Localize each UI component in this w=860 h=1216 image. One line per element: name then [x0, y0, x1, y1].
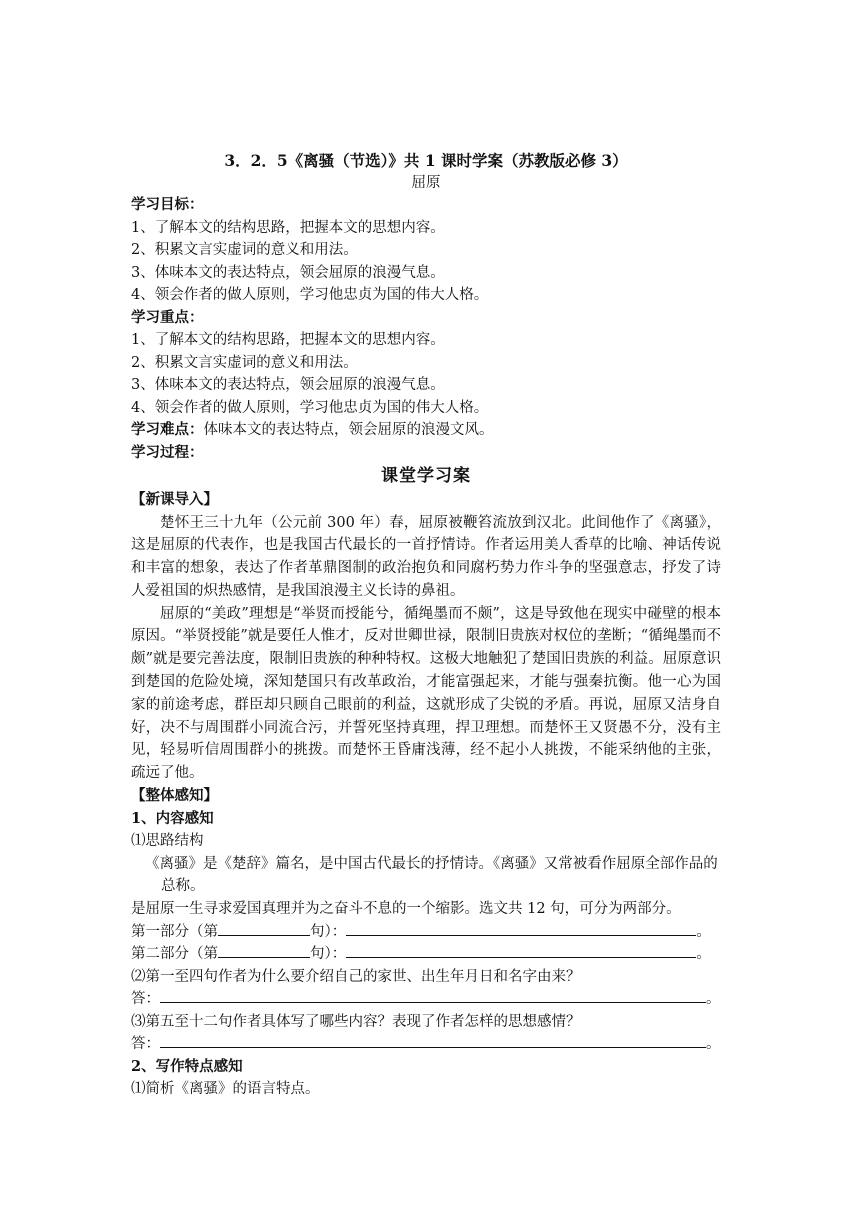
part-1-mid: 句）：	[310, 923, 347, 940]
overall-heading: 【整体感知】	[131, 787, 218, 805]
part-2-mid: 句）：	[310, 946, 347, 963]
question-1-label: ⑴思路结构	[131, 833, 204, 850]
intro-paragraph-1: 楚怀王三十九年（公元前 300 年）春，屈原被鞭笞流放到汉北。此间他作了《离骚》，这是屈原的代表作，也是我国古代最长的一首抒情诗。作者运用美人香草的比喻、神话传说和丰富的想象，表达了作者革鼎图制的政治抱负和同腐朽势力作斗争的坚强意志，抒发了诗人爱祖国的炽热感情，是我国浪漫主义长诗的鼻祖。	[131, 514, 721, 599]
difficulty-heading: 学习难点：	[131, 421, 204, 438]
class-plan-heading: 课堂学习案	[381, 466, 471, 486]
answer-3-end: 。	[706, 1036, 721, 1053]
part-1-prefix: 第一部分（第	[131, 923, 218, 940]
content-perception-heading: 1、内容感知	[131, 809, 214, 827]
answer-3-row	[131, 1033, 721, 1056]
key-points-heading: 学习重点：	[131, 308, 204, 326]
answer-3-label: 答：	[131, 1036, 160, 1053]
part-1-row	[131, 921, 721, 944]
objective-item: 2、积累文言实虚词的意义和用法。	[131, 242, 358, 258]
question-2: ⑵第一至四句作者为什么要介绍自己的家世、出生年月日和名字由来？	[131, 968, 581, 985]
objective-item: 4、领会作者的做人原则，学习他忠贞为国的伟大人格。	[131, 287, 489, 303]
key-point-item: 3、体味本文的表达特点，领会屈原的浪漫气息。	[131, 377, 445, 393]
part-2-row	[131, 943, 721, 966]
question-1-text-2: 是屈原一生寻求爱国真理并为之奋斗不息的一个缩影。选文共 12 句，可分为两部分。	[131, 901, 681, 918]
intro-paragraph-2: 屈原的“美政”理想是“举贤而授能兮，循绳墨而不颇”，这是导致他在现实中碰壁的根本原因。“举贤授能”就是要任人惟才，反对世卿世禄，限制旧贵族对权位的垄断；“循绳墨而不颇”就是要完善法度，限制旧贵族的种种特权。这极大地触犯了楚国旧贵族的利益。屈原意识到楚国的危险处境，深知楚国只有改革政治，才能富强起来，才能与强秦抗衡。他一心为国家的前途考虑，群臣却只顾自己眼前的利益，这就形成了尖锐的矛盾。再说，屈原又洁身自好，决不与周围群小同流合污，并誓死坚持真理，捍卫理想。而楚怀王又贤愚不分，没有主见，轻易听信周围群小的挑拨。而楚怀王昏庸浅薄，经不起小人挑拨，不能采纳他的主张，疏远了他。	[131, 605, 721, 782]
objectives-heading: 学习目标：	[131, 196, 204, 213]
key-point-item: 4、领会作者的做人原则，学习他忠贞为国的伟大人格。	[131, 399, 489, 416]
part-2-end: 。	[696, 946, 711, 963]
part-1-range-blank[interactable]	[218, 921, 310, 936]
document-page	[131, 150, 721, 1101]
answer-2-row	[131, 988, 721, 1011]
question-3: ⑶第五至十二句作者具体写了哪些内容？表现了作者怎样的思想感情？	[131, 1013, 581, 1030]
part-2-range-blank[interactable]	[218, 943, 310, 958]
process-heading: 学习过程：	[131, 443, 204, 461]
author-name: 屈原	[411, 175, 441, 191]
intro-heading: 【新课导入】	[131, 491, 218, 508]
part-1-answer-blank[interactable]	[346, 921, 696, 936]
objective-item: 1、了解本文的结构思路，把握本文的思想内容。	[131, 219, 445, 236]
question-1-text: 《离骚》是《楚辞》篇名，是中国古代最长的抒情诗。《离骚》又常被看作屈原全部作品的总称。	[145, 855, 718, 895]
part-2-answer-blank[interactable]	[346, 943, 696, 958]
difficulty-row	[131, 419, 721, 442]
key-point-item: 1、了解本文的结构思路，把握本文的思想内容。	[131, 332, 445, 348]
objective-item: 3、体味本文的表达特点，领会屈原的浪漫气息。	[131, 264, 445, 281]
difficulty-text: 体味本文的表达特点，领会屈原的浪漫文风。	[203, 422, 494, 438]
document-title: 3．2．5《离骚（节选）》共 1 课时学案（苏教版必修 3）	[224, 151, 628, 170]
question-4: ⑴简析《离骚》的语言特点。	[131, 1081, 320, 1098]
answer-2-label: 答：	[131, 991, 160, 1008]
answer-3-blank[interactable]	[160, 1033, 706, 1048]
key-point-item: 2、积累文言实虚词的意义和用法。	[131, 354, 358, 371]
part-2-prefix: 第二部分（第	[131, 946, 218, 963]
answer-2-end: 。	[706, 991, 721, 1008]
writing-features-heading: 2、写作特点感知	[131, 1057, 243, 1075]
part-1-end: 。	[696, 923, 711, 940]
answer-2-blank[interactable]	[160, 988, 706, 1003]
